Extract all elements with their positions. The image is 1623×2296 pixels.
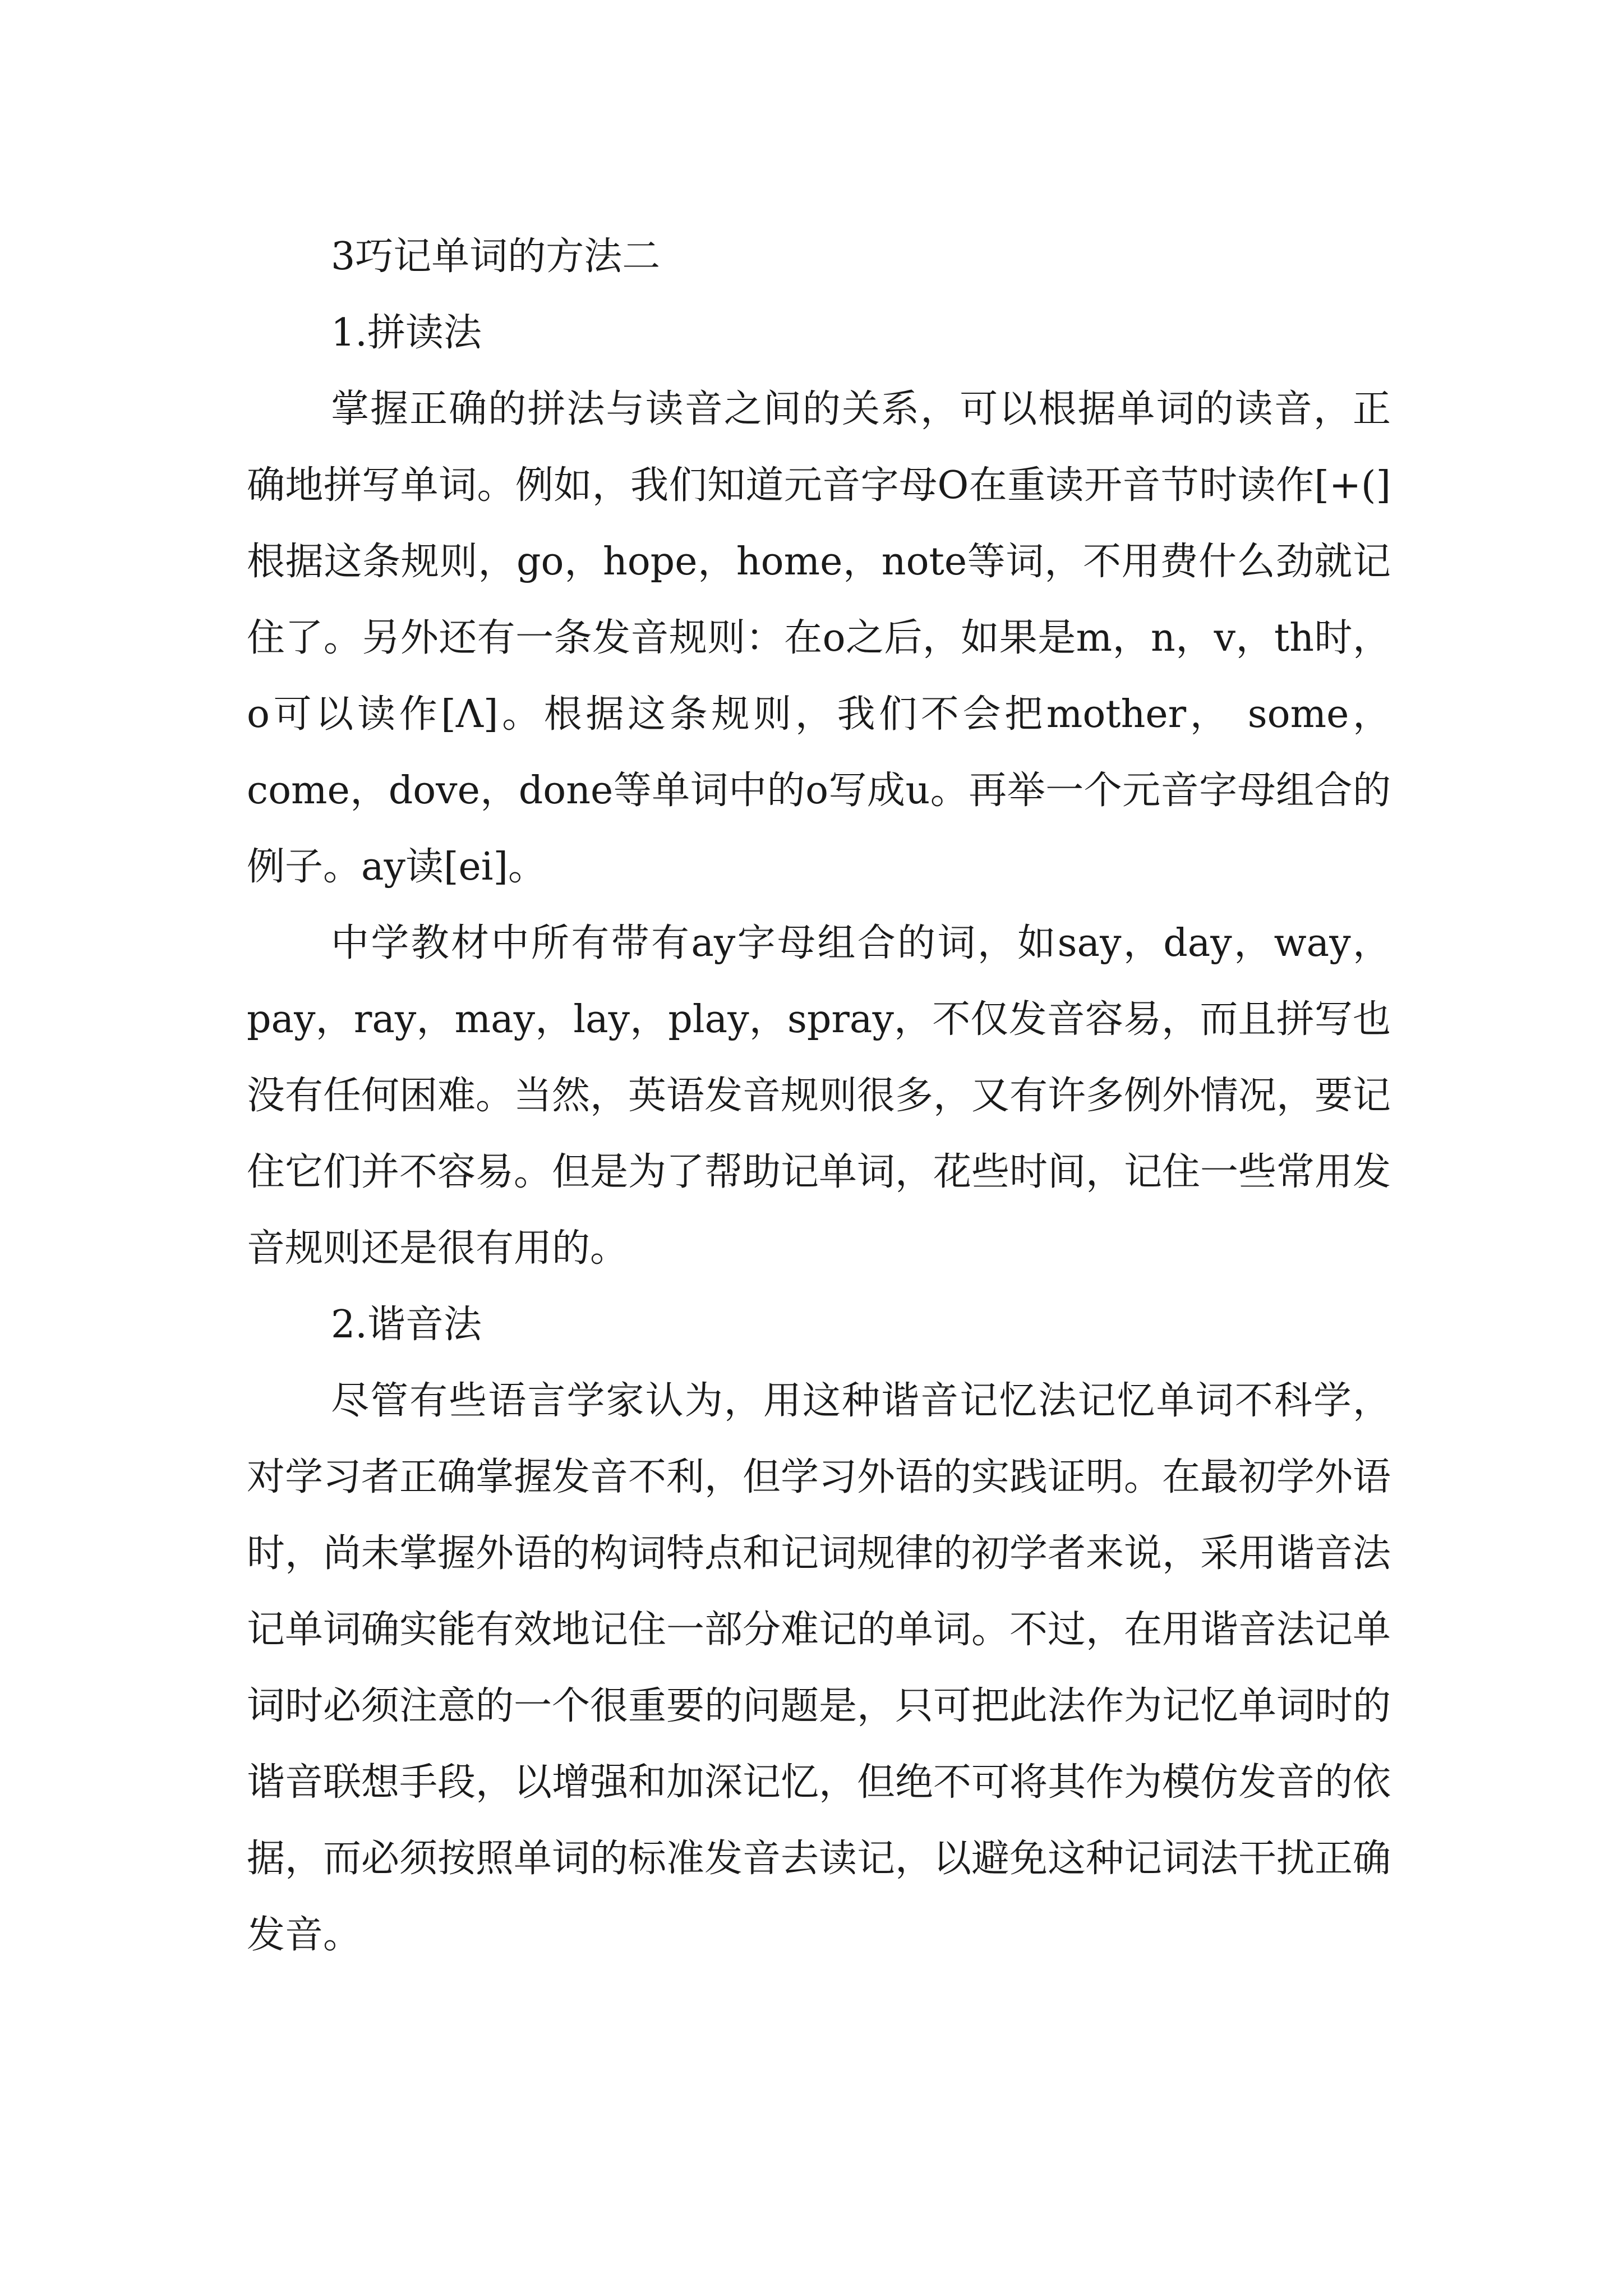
- paragraph: 掌握正确的拼法与读音之间的关系，可以根据单词的读音，正确地拼写单词。例如，我们知道元音字母O在重读开音节时读作[+(]根据这条规则，go，hope，home，note等词，不用费什么劲就记住了。另外还有一条发音规则：在o之后，如果是m，n，v，th时，o可以读作[Λ]。根据这条规则，我们不会把mother， some， come，dove，done等单词中的o写成u。再举一个元音字母组合的例子。ay读[ei]。: [247, 387, 1391, 889]
- section-heading-homophone-method: 2.谐音法: [331, 1303, 482, 1347]
- section-heading-pinyin-method: 1.拼读法: [331, 311, 482, 355]
- document-title: 3巧记单词的方法二: [331, 234, 661, 279]
- document-body: [247, 219, 1391, 1973]
- paragraph: 中学教材中所有带有ay字母组合的词，如say，day，way，pay，ray，may，lay，play，spray，不仅发音容易，而且拼写也没有任何困难。当然，英语发音规则很多，又有许多例外情况，要记住它们并不容易。但是为了帮助记单词，花些时间，记住一些常用发音规则还是很有用的。: [247, 921, 1391, 1271]
- paragraph: 尽管有些语言学家认为，用这种谐音记忆法记忆单词不科学，对学习者正确掌握发音不利，但学习外语的实践证明。在最初学外语时，尚未掌握外语的构词特点和记词规律的初学者来说，采用谐音法记单词确实能有效地记住一部分难记的单词。不过，在用谐音法记单词时必须注意的一个很重要的问题是，只可把此法作为记忆单词时的谐音联想手段，以增强和加深记忆，但绝不可将其作为模仿发音的依据，而必须按照单词的标准发音去读记，以避免这种记词法干扰正确发音。: [247, 1379, 1391, 1957]
